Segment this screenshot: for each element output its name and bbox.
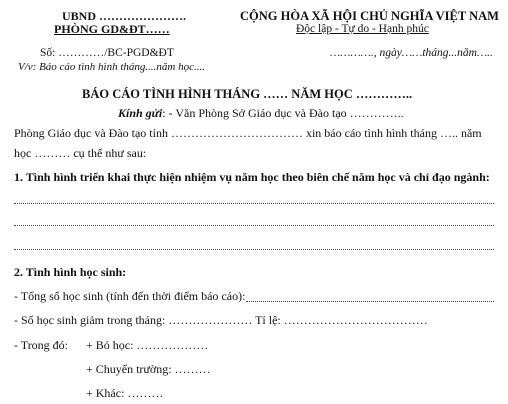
among-label: - Trong đó: (14, 338, 69, 352)
decrease-students-line: - Số học sinh giảm trong tháng: ………………… Tỉ lệ: ……………………………… (14, 313, 428, 327)
other-line: + Khác: ……… (86, 386, 164, 400)
total-students-line: - Tổng số học sinh (tính đến thời điểm báo cáo): (14, 289, 246, 303)
transfer-line: + Chuyển trường: ……… (86, 362, 211, 376)
total-students-fill (246, 301, 494, 302)
section-1-heading: 1. Tình hình triển khai thực hiện nhiệm vụ năm học theo biên chế năm học và chỉ đạo ngành: (14, 170, 490, 184)
recipient-label: Kính gửi (118, 106, 163, 120)
dropout-line: + Bỏ học: ……………… (86, 338, 209, 352)
intro-line-1: Phòng Giáo dục và Đào tạo tỉnh …………………………… xin báo cáo tình hình tháng ….. năm (14, 126, 482, 140)
issuer-committee: UBND …………………. (62, 9, 187, 23)
document-number: Số: …………/BC-PGD&ĐT (40, 47, 174, 59)
section-1-fill-line-1 (14, 203, 494, 204)
issuer-department: PHÒNG GD&ĐT…… (54, 22, 170, 36)
section-1-fill-line-2 (14, 225, 494, 226)
national-title: CỘNG HÒA XÃ HỘI CHỦ NGHĨA VIỆT NAM (240, 9, 499, 23)
national-motto: Độc lập - Tự do - Hạnh phúc (296, 23, 429, 35)
recipient-text: : - Văn Phòng Sở Giáo dục và Đào tạo ………….. (162, 106, 404, 120)
recipient-line (118, 106, 404, 121)
document-date: …………., ngày……tháng...năm….. (330, 47, 493, 59)
intro-line-2: học ……… cụ thể như sau: (14, 146, 147, 160)
report-title: BÁO CÁO TÌNH HÌNH THÁNG …… NĂM HỌC ………….. (82, 87, 413, 101)
section-2-heading: 2. Tình hình học sinh: (14, 265, 127, 279)
section-1-fill-line-3 (14, 249, 494, 250)
document-subject: V/v: Báo cáo tình hình tháng....năm học.... (18, 61, 205, 73)
